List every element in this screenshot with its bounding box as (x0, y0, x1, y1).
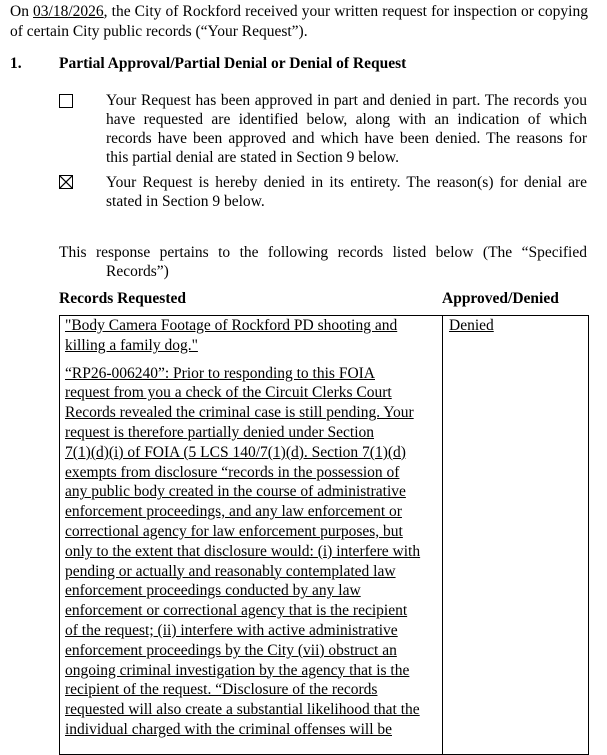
intro-prefix: On (10, 3, 34, 20)
approved-denied-header: Approved/Denied (442, 290, 559, 307)
request-detail-line: “RP26-006240”: Prior to responding to this FOIA (65, 364, 375, 382)
request-detail-line: request from you a check of the Circuit Clerks Court (65, 384, 392, 402)
pertains-statement (59, 243, 587, 281)
request-detail-line: pending or actually and reasonably contemplated law (65, 562, 396, 580)
request-detail-line: ongoing criminal investigation by the agency that is the (65, 661, 410, 679)
intro-suffix: , the City of Rockford received your written request for inspection or copying of certain City public records (“Your Request”). (10, 3, 588, 40)
request-detail-line: individual charged with the criminal offenses will be (65, 720, 392, 738)
request-detail-line: recipient of the request. “Disclosure of the records (65, 681, 378, 699)
request-detail-line: 7(1)(d)(i) of FOIA (5 LCS 140/7(1)(d). Section 7(1)(d) (65, 443, 406, 461)
request-title: "Body Camera Footage of Rockford PD shooting and killing a family dog." (65, 317, 398, 354)
request-detail-line: enforcement or correctional agency that is the recipient (65, 602, 408, 620)
section-number: 1. (10, 55, 22, 72)
request-detail-line: Records revealed the criminal case is still pending. Your (65, 404, 414, 422)
pertains-line-2: Records”) (106, 263, 169, 280)
request-detail-line: request is therefore partially denied under Section (65, 423, 375, 441)
request-detail-line: enforcement proceedings, and any law enforcement or (65, 503, 402, 521)
pertains-line-1: This response pertains to the following records listed below (The “Specified (59, 244, 587, 261)
request-detail-line: correctional agency for law enforcement purposes, but (65, 522, 403, 540)
denied-entirely-text: Your Request is hereby denied in its entirety. The reason(s) for denial are stated in Section 9 below. (106, 174, 587, 210)
checkbox-x-icon (60, 176, 72, 188)
request-detail (65, 364, 437, 740)
table-column-divider (442, 315, 443, 755)
records-requested-cell (65, 316, 437, 740)
request-status: Denied (449, 317, 494, 334)
request-detail-line: enforcement proceedings conducted by any law (65, 582, 361, 600)
request-detail-line: only to the extent that disclosure would: (i) interfere with (65, 542, 421, 560)
intro-paragraph (10, 2, 588, 42)
partial-approval-checkbox[interactable] (59, 94, 73, 108)
request-detail-line: requested will also create a substantial likelihood that the (65, 701, 420, 719)
request-date: 03/18/2026 (33, 3, 104, 20)
denied-entirely-checkbox[interactable] (59, 175, 73, 189)
partial-approval-text: Your Request has been approved in part and denied in part. The records you have requested are identified below, along with an indication of which records have been approved and which have been denied. The reasons for this partial denial are stated in Section 9 below. (106, 92, 587, 166)
request-detail-line: of the request; (ii) interfere with active administrative (65, 621, 398, 639)
request-detail-line: any public body created in the course of administrative (65, 483, 406, 501)
request-detail-line: enforcement proceedings by the City (vii) obstruct an (65, 641, 397, 659)
request-detail-line: exempts from disclosure “records in the possession of (65, 463, 400, 481)
section-title: Partial Approval/Partial Denial or Denial of Request (59, 55, 407, 72)
records-requested-header: Records Requested (59, 290, 186, 307)
